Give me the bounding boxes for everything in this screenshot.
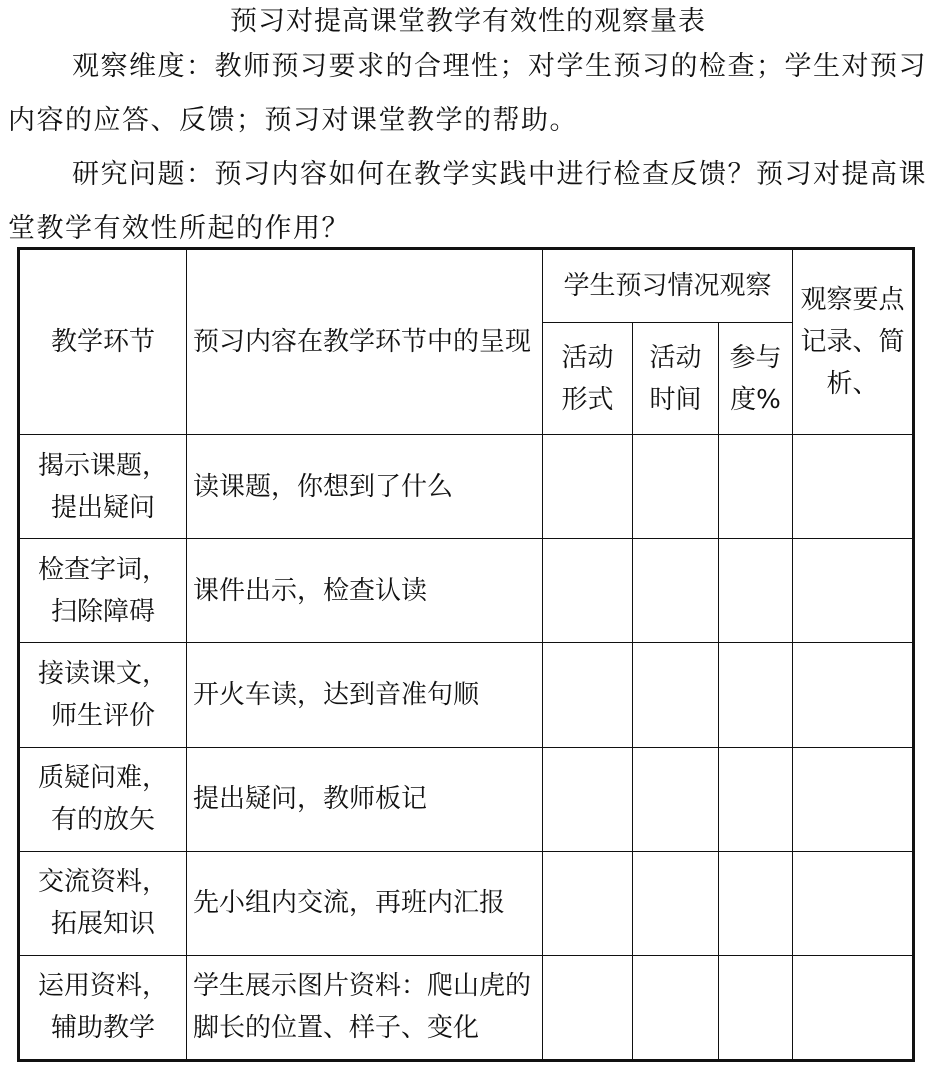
header-content: 预习内容在教学环节中的呈现 [187,249,543,435]
header-stage: 教学环节 [19,249,187,435]
document-title: 预习对提高课堂教学有效性的观察量表 [230,6,706,37]
content-cell: 提出疑问，教师板记 [187,747,543,851]
stage-cell: 检查字词， 扫除障碍 [19,539,187,643]
participation-cell [719,747,793,851]
notes-cell [793,643,914,747]
activity-form-cell [543,955,633,1060]
notes-cell [793,435,914,539]
table-row [19,643,914,747]
header-activity-form: 活动形式 [543,323,633,435]
header-participation: 参与度% [719,323,793,435]
activity-time-cell [633,643,719,747]
stage-cell: 交流资料， 拓展知识 [19,851,187,955]
notes-cell [793,851,914,955]
activity-form-cell [543,539,633,643]
notes-cell [793,539,914,643]
header-notes: 观察要点记录、简析、 [793,249,914,435]
activity-time-cell [633,851,719,955]
content-cell: 学生展示图片资料：爬山虎的脚长的位置、样子、变化 [187,955,543,1060]
activity-form-cell [543,851,633,955]
table-row [19,539,914,643]
table-row [19,747,914,851]
activity-time-cell [633,539,719,643]
participation-cell [719,851,793,955]
research-question-paragraph: 研究问题：预习内容如何在教学实践中进行检查反馈？预习对提高课堂教学有效性所起的作用？ [8,159,927,244]
table-row [19,435,914,539]
observation-table [17,247,915,1062]
participation-cell [719,539,793,643]
observation-dimensions-paragraph: 观察维度：教师预习要求的合理性；对学生预习的检查；学生对预习内容的应答、反馈；预习对课堂教学的帮助。 [8,51,927,136]
activity-form-cell [543,747,633,851]
activity-time-cell [633,435,719,539]
stage-cell: 质疑问难， 有的放矢 [19,747,187,851]
participation-cell [719,955,793,1060]
content-cell: 读课题，你想到了什么 [187,435,543,539]
stage-cell: 运用资料， 辅助教学 [19,955,187,1060]
stage-cell: 接读课文， 师生评价 [19,643,187,747]
header-student-observation: 学生预习情况观察 [543,249,793,323]
activity-form-cell [543,643,633,747]
content-cell: 先小组内交流，再班内汇报 [187,851,543,955]
participation-cell [719,643,793,747]
notes-cell [793,747,914,851]
notes-cell [793,955,914,1060]
table-row [19,955,914,1060]
activity-time-cell [633,747,719,851]
activity-form-cell [543,435,633,539]
content-cell: 课件出示，检查认读 [187,539,543,643]
participation-cell [719,435,793,539]
content-cell: 开火车读，达到音准句顺 [187,643,543,747]
stage-cell: 揭示课题， 提出疑问 [19,435,187,539]
header-activity-time: 活动时间 [633,323,719,435]
activity-time-cell [633,955,719,1060]
header-row-1 [19,249,914,323]
table-row [19,851,914,955]
